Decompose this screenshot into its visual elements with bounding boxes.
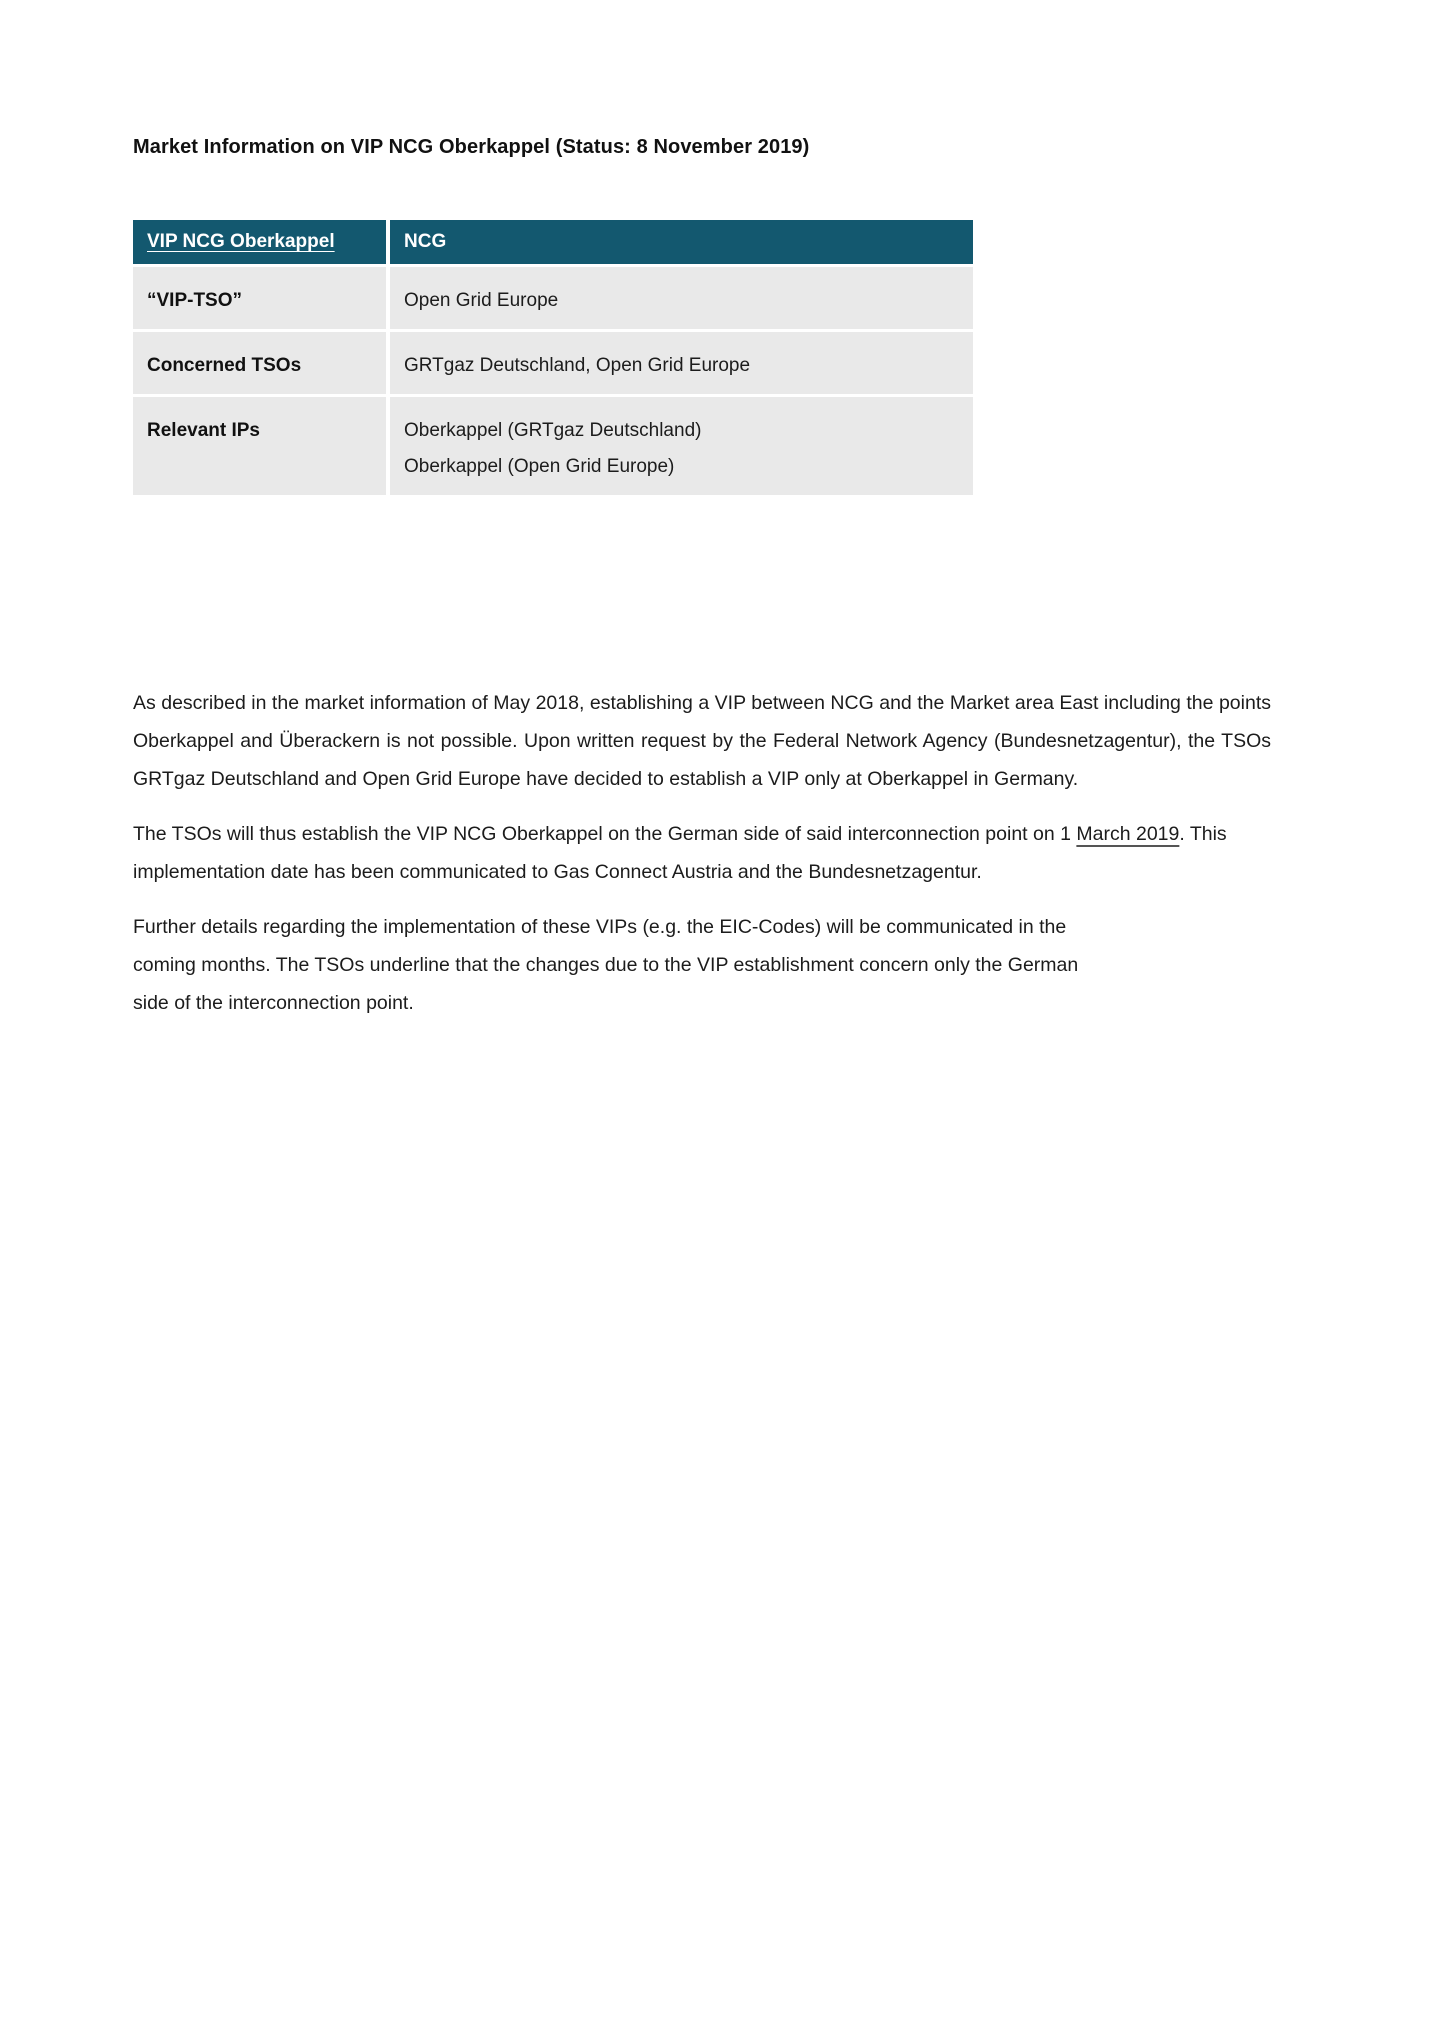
value-line: Open Grid Europe: [404, 290, 559, 311]
paragraph-2: [133, 815, 1271, 891]
value-line: GRTgaz Deutschland, Open Grid Europe: [404, 355, 751, 376]
table-row: [133, 332, 973, 394]
table-header-row: [133, 220, 973, 264]
paragraph-2-text-before: The TSOs will thus establish the VIP NCG Oberkappel on the German side of said interconnection point on 1: [133, 823, 1077, 845]
underlined-implementation-date: March 2019: [1076, 823, 1180, 845]
paragraph-2-text-after: . This implementation date has been communicated to Gas Connect Austria and the Bundesnetzagentur.: [133, 823, 1227, 883]
row-value-vip-tso: [390, 267, 973, 329]
paragraph-3: Further details regarding the implementation of these VIPs (e.g. the EIC-Codes) will be communicated in the coming months. The TSOs underline that the changes due to the VIP establishment concern only the German side of the interconnection point.: [133, 916, 1079, 1014]
table-header-vip-label: VIP NCG Oberkappel: [147, 231, 335, 252]
table-row: [133, 267, 973, 329]
row-label-concerned-tsos: Concerned TSOs: [133, 332, 386, 394]
value-line: Oberkappel (GRTgaz Deutschland): [404, 420, 702, 441]
table-row: [133, 397, 973, 495]
page-title: Market Information on VIP NCG Oberkappel (Status: 8 November 2019): [133, 136, 810, 158]
table-header-cell-ncg: NCG: [390, 220, 973, 264]
row-value-relevant-ips: [390, 397, 973, 495]
paragraph-1: As described in the market information of May 2018, establishing a VIP between NCG and the Market area East including the points Oberkappel and Überackern is not possible. Upon written request by the Federal Network Agency (Bundesnetzagentur), the TSOs GRTgaz Deutschland and Open Grid Europe have decided to establish a VIP only at Oberkappel in Germany.: [133, 692, 1271, 790]
vip-info-table: [129, 217, 977, 498]
value-line: Oberkappel (Open Grid Europe): [404, 456, 675, 477]
body-text: [133, 684, 1271, 1022]
document-content: [133, 136, 1271, 1039]
row-label-vip-tso: “VIP-TSO”: [133, 267, 386, 329]
row-label-relevant-ips: Relevant IPs: [133, 397, 386, 495]
table-header-cell-vip: [133, 220, 386, 264]
row-value-concerned-tsos: [390, 332, 973, 394]
